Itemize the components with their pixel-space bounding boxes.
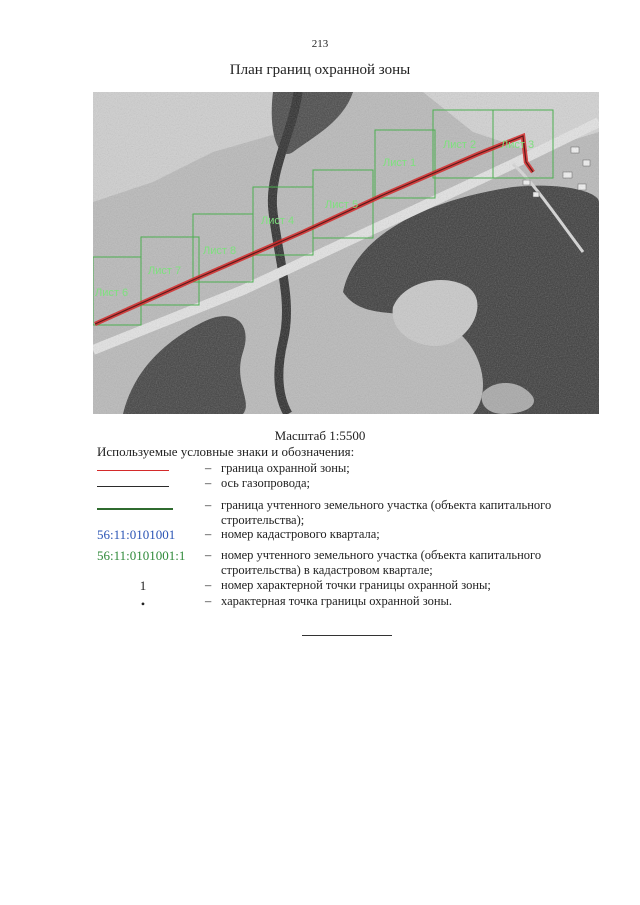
legend-text: номер характерной точки границы охранной зоны; <box>221 578 491 592</box>
sheet-label: Лист 5 <box>325 199 359 211</box>
legend-title: Используемые условные знаки и обозначения: <box>97 444 355 459</box>
legend-symbol-parcel-code <box>97 548 186 564</box>
aerial-photo <box>93 92 599 414</box>
legend-text: характерная точка границы охранной зоны. <box>221 594 453 608</box>
legend-dash: – <box>205 498 212 512</box>
legend-dash: – <box>205 548 212 562</box>
legend-dash: – <box>205 461 212 475</box>
legend-row-parcel-boundary <box>97 498 577 528</box>
sheet-label: Лист 4 <box>261 215 295 227</box>
legend-row-point-marker <box>97 594 577 610</box>
legend-text: ось газопровода; <box>221 476 311 490</box>
sheet-label: Лист 1 <box>383 157 417 169</box>
page-number: 213 <box>311 38 329 50</box>
legend-text: номер кадастрового квартала; <box>221 527 380 541</box>
parcel-code-sample: 56:11:0101001:1 <box>97 548 186 563</box>
legend-symbol-quarter-code <box>97 527 179 543</box>
gas-axis-line-icon <box>97 486 169 487</box>
legend-text: граница учтенного земельного участка (объекта капитального строительства); <box>221 498 552 527</box>
point-number-sample: 1 <box>139 578 147 593</box>
sheet-label: Лист 7 <box>148 265 182 277</box>
legend-row-gas-axis <box>97 476 577 492</box>
quarter-code-sample: 56:11:0101001 <box>97 527 176 542</box>
legend-row-quarter-code <box>97 527 577 543</box>
sheet-label: Лист 2 <box>443 139 477 151</box>
legend-dash: – <box>205 527 212 541</box>
legend-row-zone-boundary <box>97 461 577 477</box>
legend-text: номер учтенного земельного участка (объекта капитального строительства) в кадастровом квартале; <box>221 548 542 577</box>
legend-dash: – <box>205 594 212 608</box>
point-marker-icon: • <box>140 597 146 611</box>
legend-symbol-point-number <box>97 578 189 594</box>
plan-title: План границ охранной зоны <box>229 62 411 78</box>
parcel-boundary-line-icon <box>97 508 173 510</box>
sheet-label: Лист 6 <box>95 287 129 299</box>
legend-row-point-number <box>97 578 577 594</box>
bottom-rule <box>302 635 392 636</box>
legend-text: граница охранной зоны; <box>221 461 350 475</box>
map-scale: Масштаб 1:5500 <box>274 428 366 443</box>
map-view <box>93 92 599 414</box>
legend-dash: – <box>205 578 212 592</box>
legend-symbol-point-marker <box>97 594 189 609</box>
sheet-label: Лист 3 <box>501 139 535 151</box>
legend-row-parcel-code <box>97 548 577 578</box>
sheet-label: Лист 8 <box>203 245 237 257</box>
legend-dash: – <box>205 476 212 490</box>
zone-boundary-line-icon <box>97 470 169 471</box>
